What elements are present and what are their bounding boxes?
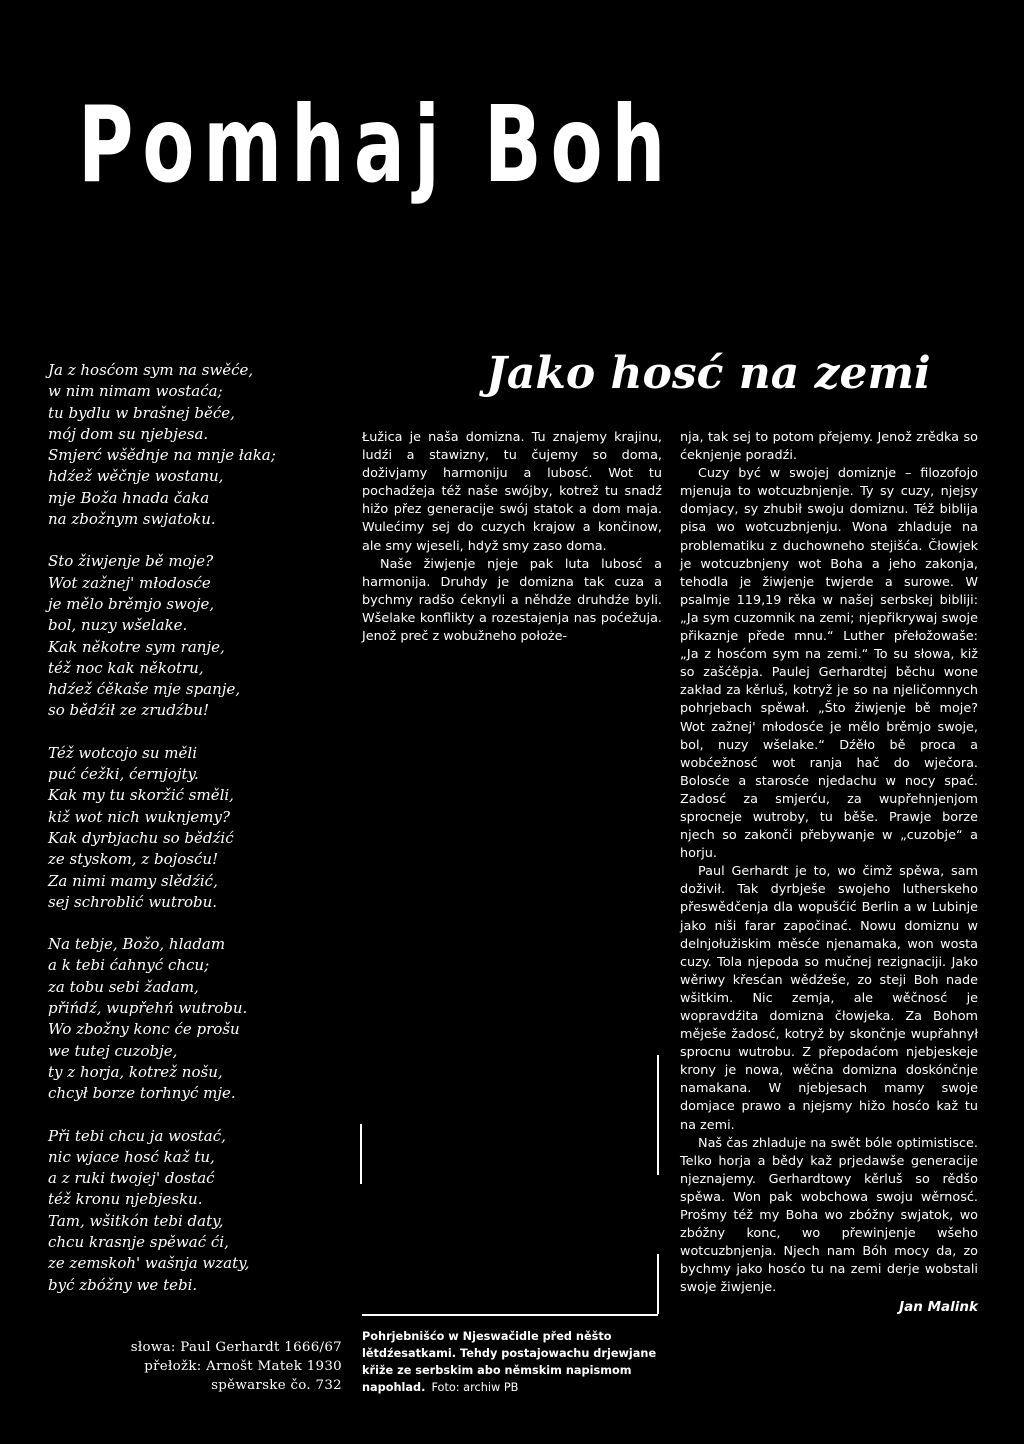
poem-line: chcył borze torhnyć mje. [48,1084,236,1103]
article-paragraph: Naš čas zhladuje na swět bóle optimistisce. Telko horja a bědy kaž prjedawše generacije njeznajemy. Gerhardtowy kěrluš so rědšo spěwa. Won pak wobchowa swoju wěrnosć. Prošmy též my Boha wo zbóžny swjatok, wo zbóžny konc, wo přewinjenje wšeho wotcuzbnjenja. Njech nam Bóh mocy da, zo bychmy jako hosćo tu na zemi derje wobstali swoje žiwjenje. [680,1135,978,1296]
article-paragraph: Naše žiwjenje njeje pak luta lubosć a harmonija. Druhdy je domizna tak cuza a bychmy radšo ćeknyli a něhdźe druhdźe byli. Wšelake konflikty a rozestajenja nas poćežuja. Jenož preč z wobužneho położe- [362,556,662,645]
author-signature: Jan Malink [899,1298,978,1315]
poem-stanza [48,1126,348,1296]
poem-line: w nim nimam wostaća; [48,382,223,401]
poem-line: bol, nuzy wšelake. [48,616,188,635]
poem-stanza [48,934,348,1104]
article-column-1 [362,429,662,646]
article-paragraph: nja, tak sej to potom přejemy. Jenož zrědka so ćeknjenje poradźi. [680,430,978,464]
poem-line: ze styskom, z bojosću! [48,850,219,869]
poem-line: Kak někotre sym ranje, [48,637,225,656]
poem-credits [110,1338,342,1395]
poem-line: Při tebi chcu ja wostać, [48,1126,226,1145]
poem-line: Za nimi mamy slědźić, [48,871,218,890]
poem-line: tu bydlu w brašnej běće, [48,403,235,422]
poem [48,360,348,1317]
poem-line: přińdź, wupřehń wutrobu. [48,999,248,1018]
poem-line: a z ruki twojej' dostać [48,1169,215,1188]
poem-line: Kak my tu skoržić směli, [48,786,234,805]
article-paragraph: Cuzy być w swojej domiznje – filozofojo mjenuja to wotcuzbnjenje. Ty sy cuzy, njejsy domjacy, sy zhubił swoju domiznu. Též biblija pisa wo wotcuzbnjenju. Wona zhladuje na problematiku z duchowneho stejišća. Čłowjek je wotcuzbnjeny wot Boha a jeho zakonja, tehodla je žiwjenje twjerde a surowe. W psalmje 119,19 rěka w našej serbskej bibliji: „Ja sym cuzomnik na zemi; njepřikrywaj swoje přikaznje přede mnu.“ Luther přełožowaše: „Ja z hosćom sym na zemi.“ To su słowa, kiž so zašćěpja. Paulej Gerhardtej běchu wone zakład za kěrluš, kotryž je so na njeličomnych pohrjebach spěwał. „Što žiwjenje bě moje? Wot zažnej' młodosće je mělo brěmjo swoje, bol, nuzy wšelake.“ Dźěło bě proca a wobćežnosć wot ranja hač do wječora. Bolosće a starosće njedachu w nocy spać. Zadosć za smjerću, za wupřehnjenjom sprocneje wutroby, tu běše. Prawje borze njech so zakonči přebywanje w „cuzobje“ a horju. [680,466,978,862]
poem-line: Tam, wšitkón tebi daty, [48,1211,224,1230]
poem-line: być zbóžny we tebi. [48,1275,198,1294]
photo-cross-right-lower [657,1254,659,1314]
poem-line: též noc kak někotru, [48,658,204,677]
credit-line-words: słowa: Paul Gerhardt 1666/67 [130,1340,342,1355]
poem-line: Wot zažnej' młodosće [48,573,211,592]
poem-line: za tobu sebi žadam, [48,977,199,996]
poem-stanza [48,743,348,913]
article-paragraph: Łužica je naša domizna. Tu znajemy krajinu, ludźi a stawizny, tu čujemy so doma, doživjamy harmoniju a lubosć. Wot tu pochadźeja též naše swójby, kotrež tu snadź hižo přez generacije swój statok a dom maja. Wulećimy sej do cuzych krajow a končinow, ale smy wjeseli, hdyž smy zaso doma. [362,430,662,554]
poem-line: na zbožnym swjatoku. [48,510,216,529]
poem-line: nic wjace hosć kaž tu, [48,1147,215,1166]
poem-line: ze zemskoh' wašnja wzaty, [48,1254,250,1273]
poem-line: we tutej cuzobje, [48,1041,178,1060]
photo-credit: Foto: archiw PB [431,1381,519,1394]
page-title: Pomhaj Boh [78,83,675,206]
poem-line: so bědźił ze zrudźbu! [48,701,209,720]
photo-ground-line [362,1314,658,1316]
poem-line: též kronu njebjesku. [48,1190,203,1209]
poem-line: je mělo brěmjo swoje, [48,594,215,613]
poem-line: hdźež wěčnje wostanu, [48,467,224,486]
poem-line: Kak dyrbjachu so bědźić [48,828,234,847]
poem-stanza [48,360,348,530]
article-title: Jako hosć na zemi [486,348,931,399]
poem-line: a k tebi ćahnyć chcu; [48,956,210,975]
caption-text: Pohrjebnišćo w Njeswačidle před něšto lětdźesatkami. Tehdy postajowachu drjewjane křiže ze serbskim abo němskim napismom napohlad. [362,1330,657,1394]
photo-cross-left [360,1124,362,1184]
poem-line: Wo zbožny konc će prošu [48,1020,240,1039]
poem-stanza [48,551,348,721]
poem-line: ty z horja, kotrež nošu, [48,1062,223,1081]
poem-line: mój dom su njebjesa. [48,424,209,443]
poem-line: Též wotcojo su měli [48,743,197,762]
article-paragraph: Paul Gerhardt je to, wo čimž spěwa, sam doživił. Tak dyrbješe swojeho lutherskeho přeswědčenja dla wopušćić Berlin a w Lubinje jako niši farar započinać. Nowu domiznu w delnjołužiskim měsće njenamaka, won wosta cuzy. Tola njepoda so mučnej rezignaciji. Jako wěriwy křesćan wědźeše, zo steji Boh nade wšitkim. Nic zemja, ale wěčnosć je wopravdźita domizna čłowjeka. Za Bohom měješe žadosć, kotryž by skončnje wupřahnył sprocnu wutrobu. Z přepodaćom njebjeskeje krony je nowa, wěčna domizna doskónčnje namakana. W njebjesach mamy swoje domjace prawo a njejsmy hižo hosćo kaž tu na zemi. [680,864,978,1133]
poem-line: Sto žiwjenje bě moje? [48,552,214,571]
photo-cross-right [657,1055,659,1175]
poem-line: puć ćežki, ćernjojty. [48,765,199,784]
photo-caption [362,1328,662,1396]
poem-line: Smjerć wšědnje na mnje łaka; [48,446,276,465]
poem-line: Ja z hosćom sym na swěće, [48,361,254,379]
credit-line-translation: přełožk: Arnošt Matek 1930 [144,1359,342,1374]
poem-line: chcu krasnje spěwać ći, [48,1232,229,1251]
poem-line: sej schroblić wutrobu. [48,892,218,911]
poem-line: kiž wot nich wuknjemy? [48,807,231,826]
poem-line: hdźež ćěkaše mje spanje, [48,680,241,699]
article-column-2 [680,429,978,1316]
poem-line: mje Boža hnada čaka [48,488,210,507]
poem-line: Na tebje, Božo, hladam [48,935,226,954]
credit-line-hymnal: spěwarske čo. 732 [211,1378,342,1393]
